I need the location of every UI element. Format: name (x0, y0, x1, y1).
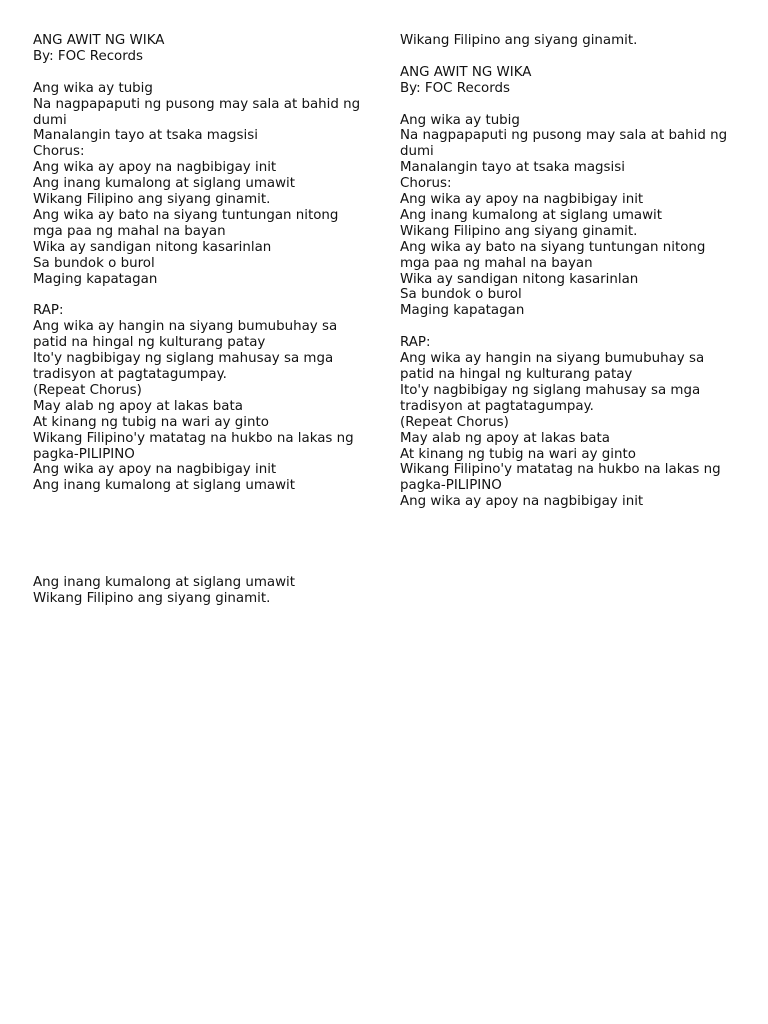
lyric-line: patid na hingal ng kulturang patay (33, 335, 266, 351)
blank-line (400, 97, 745, 113)
lyric-line: Manalangin tayo at tsaka magsisi (33, 128, 258, 144)
lyric-line: Chorus: (400, 176, 452, 192)
blank-line (33, 65, 378, 81)
lyric-line: Ito'y nagbibigay ng siglang mahusay sa mga (33, 351, 334, 367)
lyric-line: Ito'y nagbibigay ng siglang mahusay sa mga (400, 382, 701, 398)
lyric-line: May alab ng apoy at lakas bata (400, 430, 610, 446)
lyric-line: Sa bundok o burol (33, 255, 155, 271)
lyric-line: Ang wika ay bato na siyang tuntungan nitong (400, 239, 706, 255)
lyric-line: tradisyon at pagtatagumpay. (400, 398, 594, 414)
lyric-line: Ang wika ay apoy na nagbibigay init (33, 160, 277, 176)
lyric-line: Sa bundok o burol (400, 287, 522, 303)
lyric-line: dumi (400, 144, 434, 160)
lyric-line: Wikang Filipino ang siyang ginamit. (400, 223, 638, 239)
lyric-line: Ang wika ay apoy na nagbibigay init (400, 494, 644, 510)
lyric-line: Wikang Filipino ang siyang ginamit. (33, 192, 271, 208)
lyric-line: Wikang Filipino ang siyang ginamit. (33, 590, 271, 606)
lyric-line: RAP: (400, 335, 431, 351)
lyrics-left-column (33, 33, 378, 494)
lyric-line: Na nagpapaputi ng pusong may sala at bahid ng (33, 96, 361, 112)
lyric-line: Maging kapatagan (33, 271, 158, 287)
lyric-line: Ang wika ay apoy na nagbibigay init (33, 462, 277, 478)
lyric-line: Ang inang kumalong at siglang umawit (33, 575, 296, 590)
lyric-line: Wika ay sandigan nitong kasarinlan (33, 239, 272, 255)
lyric-line: Wikang Filipino'y matatag na hukbo na lakas ng (400, 462, 721, 478)
lyric-line: Ang inang kumalong at siglang umawit (33, 478, 296, 494)
lyric-line: Wika ay sandigan nitong kasarinlan (400, 271, 639, 287)
lyric-line: patid na hingal ng kulturang patay (400, 366, 633, 382)
lyric-line: mga paa ng mahal na bayan (400, 255, 593, 271)
lyrics-left-lower-block (33, 575, 295, 607)
lyrics-right-column (400, 33, 745, 510)
lyric-line: tradisyon at pagtatagumpay. (33, 367, 227, 382)
lyric-line: At kinang ng tubig na wari ay ginto (33, 414, 269, 430)
lyric-line: pagka-PILIPINO (400, 478, 502, 494)
lyric-line: Ang wika ay tubig (400, 112, 520, 128)
lyric-line: By: FOC Records (33, 48, 143, 64)
lyric-line: By: FOC Records (400, 80, 510, 96)
lyric-line: mga paa ng mahal na bayan (33, 223, 226, 239)
lyric-line: May alab ng apoy at lakas bata (33, 398, 243, 414)
lyric-line: ANG AWIT NG WIKA (400, 64, 532, 80)
lyric-line: Na nagpapaputi ng pusong may sala at bahid ng (400, 128, 728, 144)
lyric-line: Ang wika ay hangin na siyang bumubuhay sa (33, 319, 338, 335)
blank-line (33, 287, 378, 303)
lyric-line: Ang inang kumalong at siglang umawit (33, 176, 296, 192)
lyric-line: RAP: (33, 303, 64, 319)
lyric-line: Wikang Filipino ang siyang ginamit. (400, 33, 638, 48)
lyric-line: Ang wika ay apoy na nagbibigay init (400, 192, 644, 208)
lyric-line: Ang wika ay bato na siyang tuntungan nitong (33, 207, 339, 223)
lyric-line: ANG AWIT NG WIKA (33, 33, 165, 48)
lyric-line: Ang wika ay hangin na siyang bumubuhay sa (400, 351, 705, 367)
lyric-line: (Repeat Chorus) (33, 382, 142, 398)
lyric-line: Maging kapatagan (400, 303, 525, 319)
lyric-line: Ang wika ay tubig (33, 80, 153, 96)
blank-line (400, 49, 745, 65)
lyric-line: Ang inang kumalong at siglang umawit (400, 207, 663, 223)
lyric-line: Manalangin tayo at tsaka magsisi (400, 160, 625, 176)
lyric-line: At kinang ng tubig na wari ay ginto (400, 446, 636, 462)
lyric-line: dumi (33, 112, 67, 128)
lyric-line: (Repeat Chorus) (400, 414, 509, 430)
lyric-line: Chorus: (33, 144, 85, 160)
lyric-line: Wikang Filipino'y matatag na hukbo na lakas ng (33, 430, 354, 446)
blank-line (400, 319, 745, 335)
lyric-line: pagka-PILIPINO (33, 446, 135, 462)
